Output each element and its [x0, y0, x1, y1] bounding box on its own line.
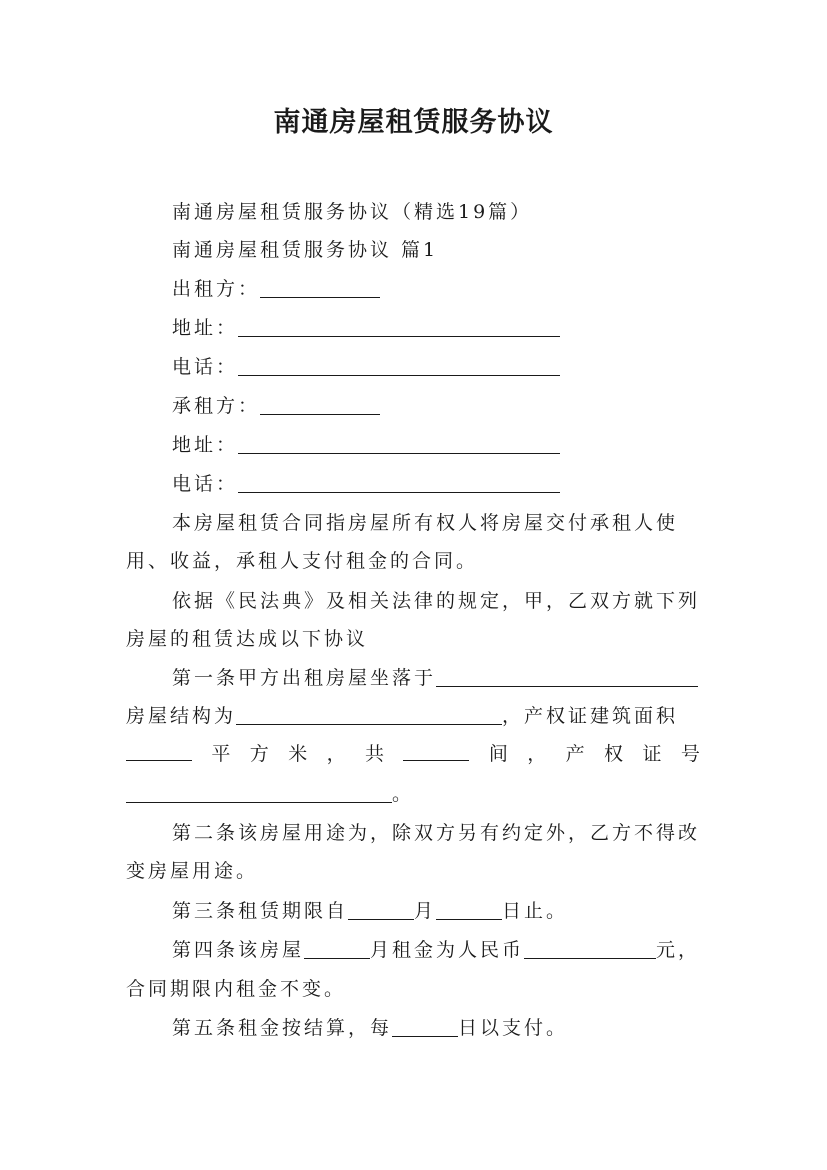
- article-3-text: 第三条租赁期限自: [172, 900, 349, 922]
- lessee-address-line: [172, 433, 560, 457]
- article-3-month: 月: [414, 900, 437, 922]
- article-4-line-2: 合同期限内租金不变。: [126, 978, 347, 1000]
- lessee-line: [172, 394, 380, 418]
- article-1-line-2: [126, 704, 678, 728]
- chapter-heading: 南通房屋租赁服务协议 篇1: [172, 239, 439, 261]
- lessee-blank: [260, 396, 380, 415]
- comma-char: ，: [527, 743, 547, 765]
- lessor-phone-line: [172, 355, 560, 379]
- article-2-line-1: 第二条该房屋用途为，除双方另有约定外，乙方不得改: [172, 822, 701, 844]
- article-1-area-text: ，产权证建筑面积: [502, 705, 679, 727]
- rent-period-blank: [304, 940, 370, 959]
- article-4-unit: 元，: [656, 939, 701, 961]
- total-char: 共: [365, 743, 385, 765]
- rent-amount-blank: [524, 940, 656, 959]
- lessee-phone-blank: [238, 474, 560, 493]
- cert-char: 号: [680, 743, 700, 765]
- lessor-label: 出租方：: [172, 278, 261, 300]
- article-1-line-3: [126, 742, 700, 766]
- lessor-line: [172, 277, 380, 301]
- lessee-phone-label: 电话：: [172, 473, 239, 495]
- intro-line-2: 用、收益，承租人支付租金的合同。: [126, 550, 479, 572]
- rooms-unit-char: 间: [488, 743, 508, 765]
- intro-line-1: 本房屋租赁合同指房屋所有权人将房屋交付承租人使: [172, 512, 679, 534]
- structure-blank: [236, 706, 502, 725]
- lessor-address-blank: [238, 318, 560, 337]
- document-subtitle: 南通房屋租赁服务协议（精选19篇）: [172, 201, 533, 223]
- lessee-address-label: 地址：: [172, 434, 239, 456]
- cert-char: 证: [642, 743, 662, 765]
- cert-number-blank: [126, 784, 392, 803]
- lessee-address-blank: [238, 435, 560, 454]
- lessor-address-label: 地址：: [172, 317, 239, 339]
- location-blank: [436, 668, 698, 687]
- article-4-rent-text: 月租金为人民币: [370, 939, 525, 961]
- document-title: 南通房屋租赁服务协议: [273, 107, 554, 138]
- basis-line-2: 房屋的租赁达成以下协议: [126, 628, 369, 650]
- article-4-line-1: [172, 938, 700, 962]
- lessee-label: 承租方：: [172, 395, 261, 417]
- area-blank: [126, 742, 192, 761]
- lessor-phone-label: 电话：: [172, 356, 239, 378]
- area-unit-char: 米: [288, 743, 308, 765]
- cert-char: 权: [604, 743, 624, 765]
- article-5-text: 第五条租金按结算，每: [172, 1017, 393, 1039]
- lessee-phone-line: [172, 472, 560, 496]
- article-3-end: 日止。: [502, 900, 569, 922]
- area-unit-char: 方: [249, 743, 269, 765]
- cert-char: 产: [565, 743, 585, 765]
- article-1-line-1: [172, 666, 698, 690]
- term-end-blank: [436, 901, 502, 920]
- article-1-structure-text: 房屋结构为: [126, 705, 237, 727]
- term-start-blank: [348, 901, 414, 920]
- article-1-line-4: [126, 782, 414, 806]
- lessor-address-line: [172, 316, 560, 340]
- lessor-blank: [260, 279, 380, 298]
- rooms-blank: [403, 742, 469, 761]
- article-1-end: 。: [392, 783, 415, 805]
- article-2-line-2: 变房屋用途。: [126, 860, 259, 882]
- payment-day-blank: [392, 1018, 458, 1037]
- basis-line-1: 依据《民法典》及相关法律的规定，甲，乙双方就下列: [172, 590, 701, 612]
- article-3-line: [172, 899, 568, 923]
- article-5-end: 日以支付。: [458, 1017, 569, 1039]
- area-unit-char: 平: [211, 743, 231, 765]
- article-1-location-text: 第一条甲方出租房屋坐落于: [172, 667, 437, 689]
- lessor-phone-blank: [238, 357, 560, 376]
- article-5-line: [172, 1016, 568, 1040]
- comma-char: ，: [326, 743, 346, 765]
- article-4-text: 第四条该房屋: [172, 939, 305, 961]
